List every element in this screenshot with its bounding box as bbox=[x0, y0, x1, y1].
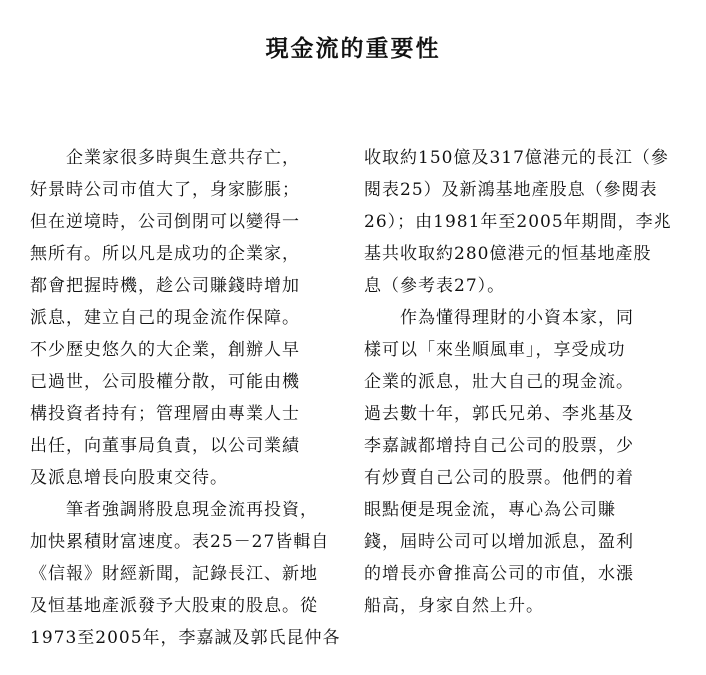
text-line: 已過世，公司股權分散，可能由機 bbox=[30, 372, 300, 392]
text-line: 李嘉誠都增持自己公司的股票，少 bbox=[364, 436, 634, 456]
text-line: 派息，建立自己的現金流作保障。 bbox=[30, 308, 300, 328]
text-line: 加快累積財富速度。表25－27皆輯自 bbox=[30, 532, 330, 552]
text-line: 構投資者持有；管理層由專業人士 bbox=[30, 404, 300, 424]
text-line: 26）；由1981年至2005年期間，李兆 bbox=[364, 212, 672, 232]
text-line: 不少歷史悠久的大企業，創辦人早 bbox=[30, 340, 300, 360]
text-line: 1973至2005年，李嘉誠及郭氏昆仲各 bbox=[30, 628, 341, 648]
text-line: 息（參考表27）。 bbox=[364, 276, 506, 296]
text-line: 有炒賣自己公司的股票。他們的着 bbox=[364, 468, 634, 488]
text-line: 筆者強調將股息現金流再投資， bbox=[30, 500, 318, 520]
text-line: 作為懂得理財的小資本家，同 bbox=[364, 308, 634, 328]
right-text-column bbox=[364, 142, 682, 622]
page-title: 現金流的重要性 bbox=[265, 36, 441, 62]
text-line: 錢，屆時公司可以增加派息，盈利 bbox=[364, 532, 634, 552]
text-line: 《信報》財經新聞，記錄長江、新地 bbox=[30, 564, 318, 584]
text-line: 樣可以「來坐順風車」，享受成功 bbox=[364, 340, 626, 360]
text-line: 企業的派息，壯大自己的現金流。 bbox=[364, 372, 634, 392]
text-line: 閱表25）及新鴻基地產股息（參閱表 bbox=[364, 180, 658, 200]
left-text-column bbox=[30, 142, 348, 654]
text-line: 及恒基地產派發予大股東的股息。從 bbox=[30, 596, 318, 616]
text-line: 基共收取約280億港元的恒基地產股 bbox=[364, 244, 652, 264]
text-line: 好景時公司市值大了，身家膨脹； bbox=[30, 180, 300, 200]
text-line: 都會把握時機，趁公司賺錢時增加 bbox=[30, 276, 300, 296]
text-line: 但在逆境時，公司倒閉可以變得一 bbox=[30, 212, 300, 232]
text-line: 收取約150億及317億港元的長江（參 bbox=[364, 148, 669, 168]
text-line: 無所有。所以凡是成功的企業家， bbox=[30, 244, 300, 264]
text-line: 企業家很多時與生意共存亡， bbox=[30, 148, 300, 168]
text-line: 眼點便是現金流，專心為公司賺 bbox=[364, 500, 616, 520]
text-line: 的增長亦會推高公司的市值，水漲 bbox=[364, 564, 634, 584]
text-line: 及派息增長向股東交待。 bbox=[30, 468, 228, 488]
text-line: 出任，向董事局負責，以公司業績 bbox=[30, 436, 300, 456]
text-line: 船高，身家自然上升。 bbox=[364, 596, 544, 616]
text-line: 過去數十年，郭氏兄弟、李兆基及 bbox=[364, 404, 634, 424]
